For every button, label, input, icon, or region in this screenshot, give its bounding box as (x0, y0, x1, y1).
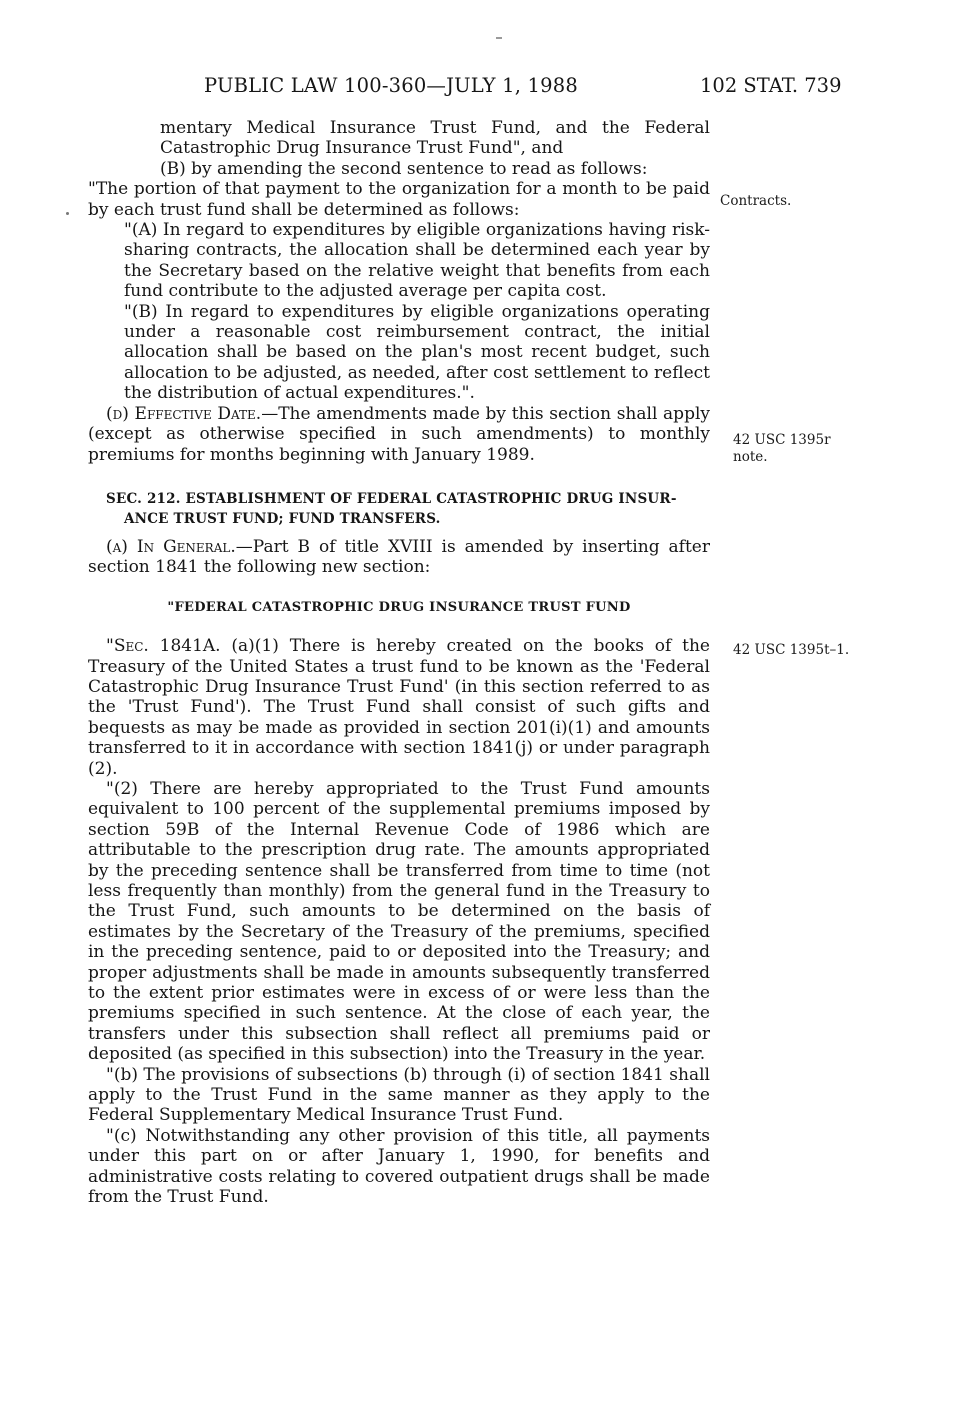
effective-date-text: —The amendments made by this section shall apply (except as otherwise specified in such amendments) to monthly premiums for months beginning with January 1989. (88, 403, 710, 465)
margin-note-usc-1395r-line2: note. (733, 449, 768, 465)
scan-artifact-dot (66, 212, 69, 215)
section-heading-line1: SEC. 212. ESTABLISHMENT OF FEDERAL CATASTROPHIC DRUG INSUR- (106, 490, 677, 507)
margin-note-contracts: Contracts. (720, 193, 792, 209)
effective-date-label: (d) Effective Date. (106, 403, 262, 424)
paragraph-sec-1841A (88, 636, 710, 779)
sec-label: "Sec. (106, 636, 149, 657)
section-heading-line2: ANCE TRUST FUND; FUND TRANSFERS. (124, 510, 441, 527)
paragraph-in-general (88, 537, 710, 578)
section-heading (88, 489, 710, 529)
paragraph-a2-appropriations: "(2) There are hereby appropriated to the Trust Fund amounts equivalent to 100 percent of the supplemental premiums imposed by section 59B of the Internal Revenue Code of 1986 which are attributable to the prescription drug rate. The amounts appropriated by the preceding sentence shall be transferred from time to time (not less frequently than monthly) from the general fund in the Treasury to the Trust Fund, such amounts to be determined on the basis of estimates by the Secretary of the Treasury of the premiums, specified in the preceding sentence, paid to or deposited into the Treasury; and proper adjustments shall be made in amounts subsequently transferred to the extent prior estimates were in excess of or were less than the premiums specified in such sentence. At the close of each year, the transfers under this subsection shall reflect all premiums paid or deposited (as specified in this subsection) into the Treasury in the year. (88, 778, 710, 1065)
in-general-label: (a) In General. (106, 536, 236, 557)
sec-1841A-text: 1841A. (a)(1) There is hereby created on the books of the Treasury of the United States a trust fund to be known as the 'Federal Catastrophic Drug Insurance Trust Fund' (in this section referred to as the 'Trust Fund'). The Trust Fund shall consist of such gifts and bequests as may be made as provided in section 201(i)(1) and amounts transferred to it in accordance with section 1841(j) or under paragraph (2). (88, 636, 710, 779)
margin-note-usc-1395t: 42 USC 1395t–1. (733, 642, 850, 658)
fund-heading: "FEDERAL CATASTROPHIC DRUG INSURANCE TRUST FUND (167, 599, 631, 615)
margin-note-usc-1395r (733, 432, 831, 466)
in-general-text: —Part B of title XVIII is amended by inserting after section 1841 the following new section: (88, 536, 710, 578)
paragraph-continued: mentary Medical Insurance Trust Fund, and the Federal Catastrophic Drug Insurance Trust Fund", and (160, 118, 710, 159)
margin-note-usc-1395r-line1: 42 USC 1395r (733, 432, 831, 448)
paragraph-c-payments: "(c) Notwithstanding any other provision of this title, all payments under this part on or after January 1, 1990, for benefits and administrative costs relating to covered outpatient drugs shall be made from the Trust Fund. (88, 1125, 710, 1208)
paragraph-portion: "The portion of that payment to the organization for a month to be paid by each trust fund shall be determined as follows: (88, 179, 710, 220)
body-text (88, 118, 710, 1208)
stat-page-number: 102 STAT. 739 (700, 74, 842, 97)
paragraph-b-provisions: "(b) The provisions of subsections (b) through (i) of section 1841 shall apply to the Trust Fund in the same manner as they apply to the Federal Supplementary Medical Insurance Trust Fund. (88, 1064, 710, 1126)
paragraph-b-amend: (B) by amending the second sentence to read as follows: (160, 158, 648, 179)
scan-artifact (496, 37, 502, 39)
paragraph-B-cost-reimbursement: "(B) In regard to expenditures by eligible organizations operating under a reasonable cost reimbursement contract, the initial allocation shall be based on the plan's most recent budget, such allocation to be adjusted, as needed, after cost settlement to reflect the distribution of actual expenditures.". (124, 301, 710, 404)
paragraph-effective-date (88, 404, 710, 465)
page-header (0, 74, 958, 104)
paragraph-A-risk-sharing: "(A) In regard to expenditures by eligible organizations having risk-sharing contracts, the allocation shall be determined each year by the Secretary based on the relative weight that benefits from each fund contribute to the adjusted average per capita cost. (124, 220, 710, 302)
running-head: PUBLIC LAW 100-360—JULY 1, 1988 (204, 74, 578, 97)
